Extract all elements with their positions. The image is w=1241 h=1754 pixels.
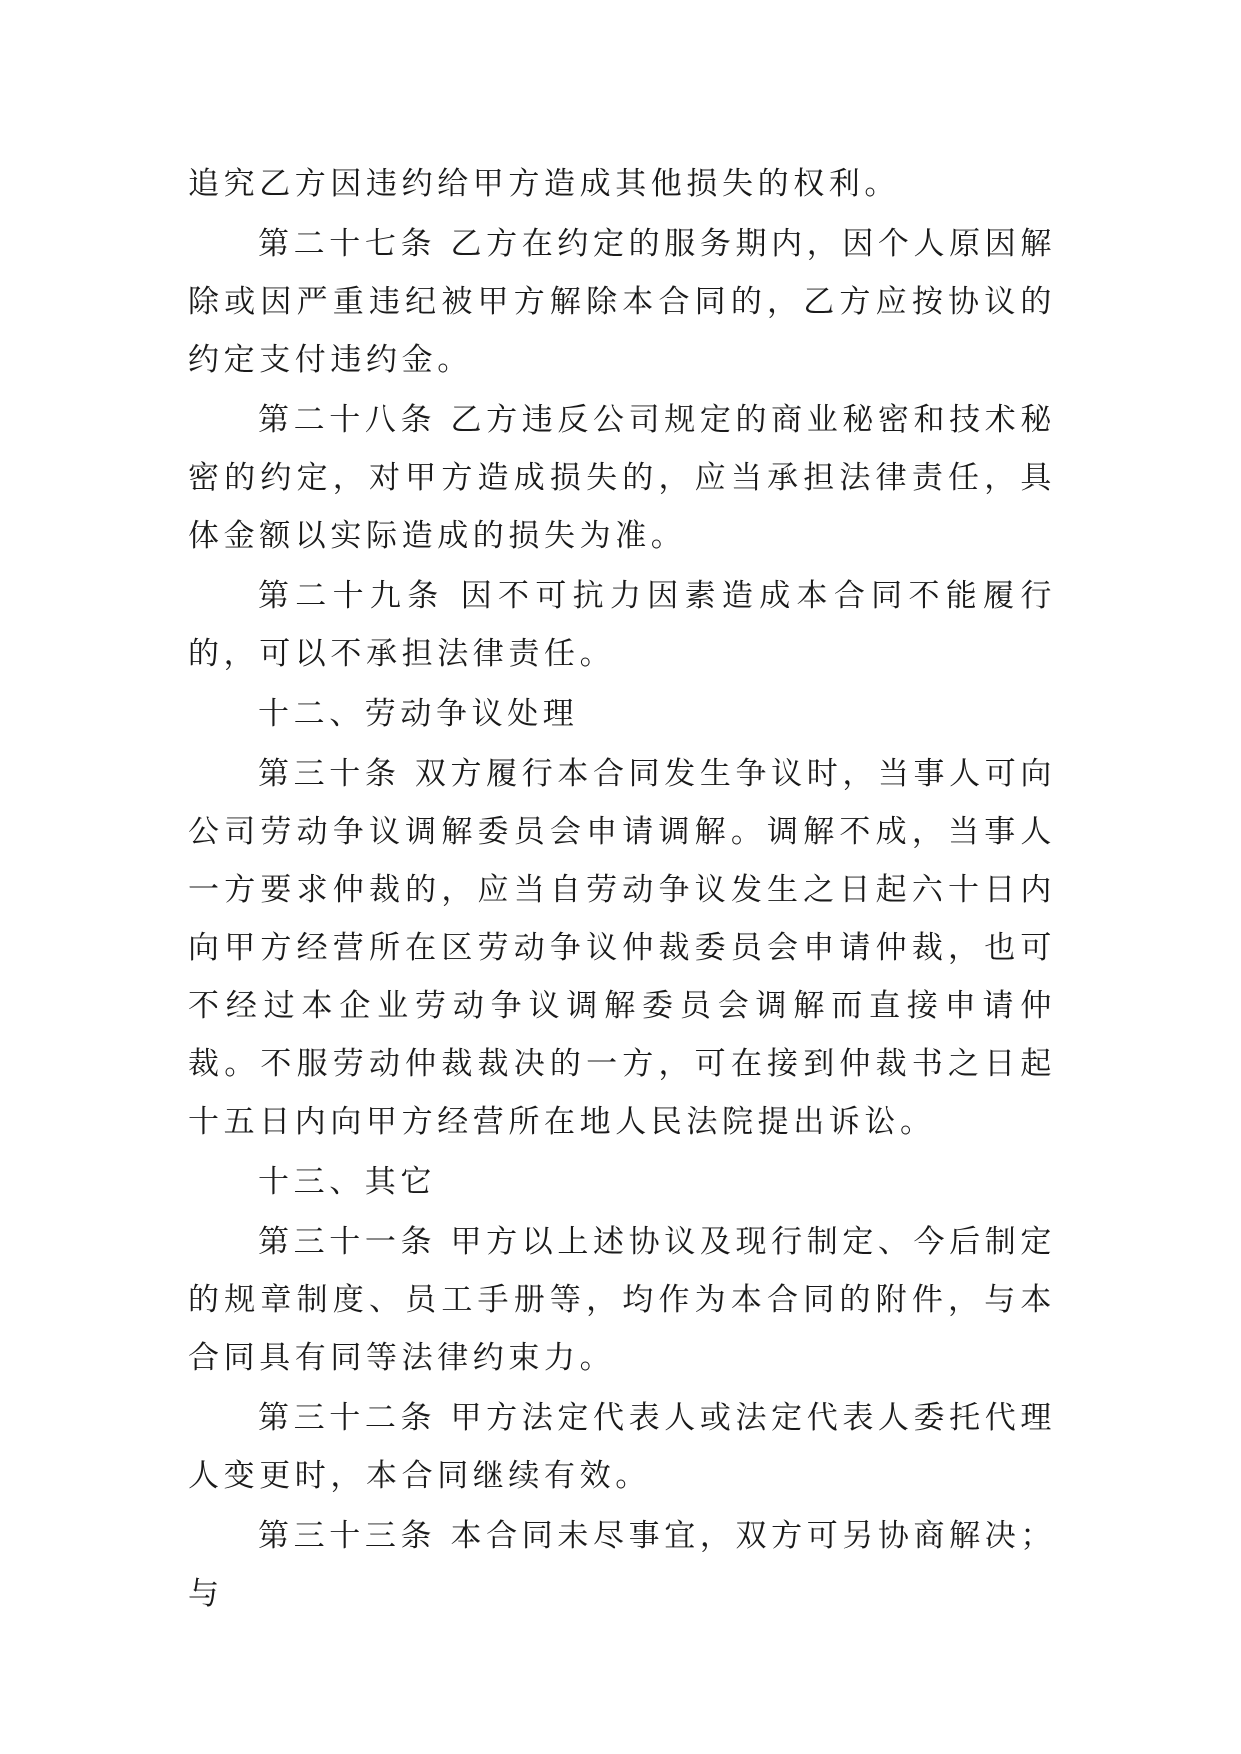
article-30: 第三十条 双方履行本合同发生争议时，当事人可向公司劳动争议调解委员会申请调解。调解不成，当事人一方要求仲裁的，应当自劳动争议发生之日起六十日内向甲方经营所在区劳动争议仲裁委员会申请仲裁，也可不经过本企业劳动争议调解委员会调解而直接申请仲裁。不服劳动仲裁裁决的一方，可在接到仲裁书之日起十五日内向甲方经营所在地人民法院提出诉讼。 [188,756,1056,1140]
article-29: 第二十九条 因不可抗力因素造成本合同不能履行的，可以不承担法律责任。 [188,578,1056,672]
document-body [188,155,1056,1625]
paragraph-continuation: 追究乙方因违约给甲方造成其他损失的权利。 [188,166,900,202]
article-27: 第二十七条 乙方在约定的服务期内，因个人原因解除或因严重违纪被甲方解除本合同的，乙方应按协议的约定支付违约金。 [188,226,1056,378]
article-32: 第三十二条 甲方法定代表人或法定代表人委托代理人变更时，本合同继续有效。 [188,1400,1056,1494]
article-31: 第三十一条 甲方以上述协议及现行制定、今后制定的规章制度、员工手册等，均作为本合同的附件，与本合同具有同等法律约束力。 [188,1224,1056,1376]
article-28: 第二十八条 乙方违反公司规定的商业秘密和技术秘密的约定，对甲方造成损失的，应当承担法律责任，具体金额以实际造成的损失为准。 [188,402,1056,554]
article-33: 第三十三条 本合同未尽事宜，双方可另协商解决；与 [188,1518,1056,1612]
section-heading-13: 十三、其它 [258,1164,436,1200]
section-heading-12: 十二、劳动争议处理 [258,696,579,732]
